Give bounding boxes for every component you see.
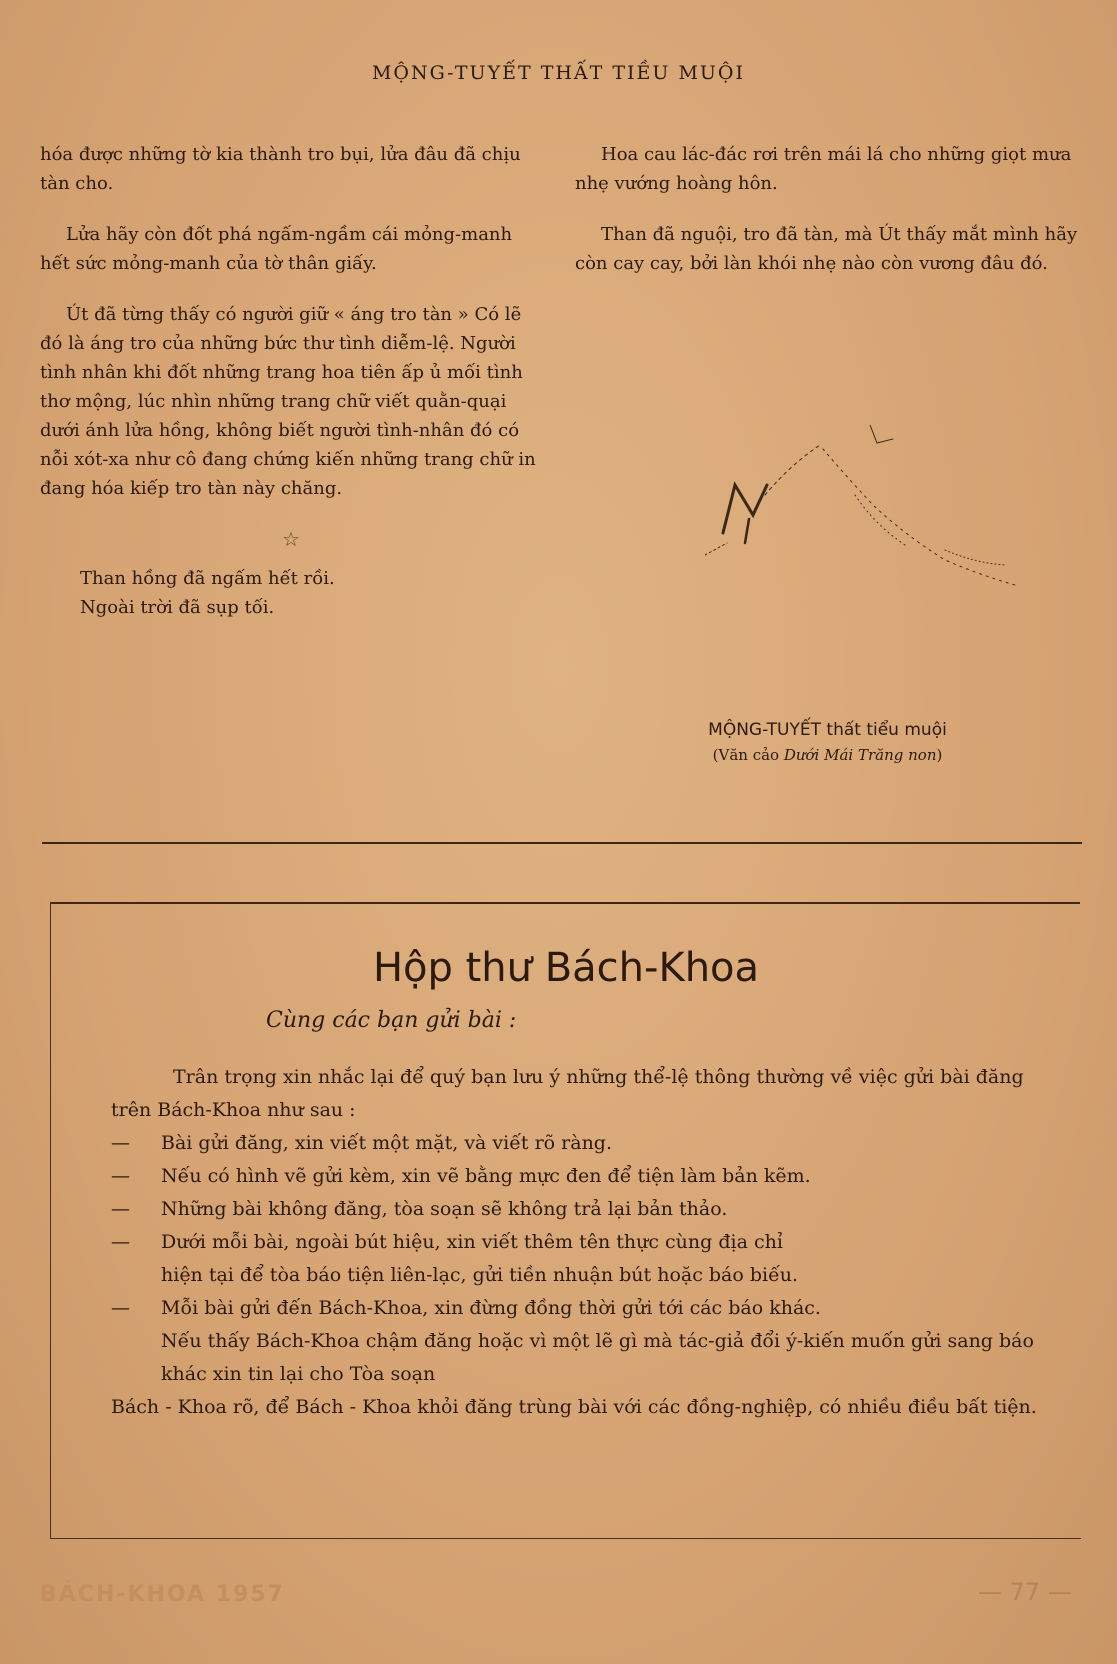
- ink-sketch-illustration: [705, 425, 1045, 655]
- rule-text: Nếu có hình vẽ gửi kèm, xin vẽ bằng mực đen để tiện làm bản kẽm.: [161, 1165, 811, 1187]
- left-paragraph-1: hóa được những tờ kia thành tro bụi, lửa đâu đã chịu tàn cho.: [40, 144, 521, 194]
- footer-masthead: BÁCH-KHOA 1957: [40, 1582, 285, 1607]
- rule-dash: —: [111, 1231, 130, 1253]
- rule-text: Bài gửi đăng, xin viết một mặt, và viết rõ ràng.: [161, 1132, 613, 1154]
- rule-item: [111, 1127, 1061, 1160]
- mailbox-intro: Trân trọng xin nhắc lại để quý bạn lưu ý những thể-lệ thông thường về việc gửi bài đăng trên Bách-Khoa như sau :: [111, 1066, 1024, 1121]
- left-paragraph-3: Út đã từng thấy có người giữ « áng tro tàn » Có lẽ đó là áng tro của những bức thư tình diễm-lệ. Người tình nhân khi đốt những trang hoa tiên ấp ủ mối tình thơ mộng, lúc nhìn những trang chữ viết quằn-quại dưới ánh lửa hồng, không biết người tình-nhân đó có nỗi xót-xa như cô đang chứng kiến những trang chữ in đang hóa kiếp tro tàn này chăng.: [40, 304, 536, 499]
- rule-continuation: Nếu thấy Bách-Khoa chậm đăng hoặc vì một lẽ gì mà tác-giả đổi ý-kiến muốn gửi sang báo khác xin tin lại cho Tòa soạn: [161, 1330, 1034, 1385]
- right-paragraph-2: Than đã nguội, tro đã tàn, mà Út thấy mắt mình hãy còn cay cay, bởi làn khói nhẹ nào còn vương đâu đó.: [575, 224, 1078, 274]
- mailbox-section: [50, 903, 1081, 1539]
- mailbox-body: [111, 1061, 1061, 1424]
- rule-dash: —: [111, 1132, 130, 1154]
- page-number: — 77 —: [978, 1578, 1072, 1606]
- poem-line-2: Ngoài trời đã sụp tối.: [80, 597, 275, 618]
- rule-item: [111, 1160, 1061, 1193]
- mailbox-title: Hộp thư Bách-Khoa: [372, 945, 760, 991]
- source-suffix: ): [936, 746, 943, 764]
- rule-continuation: hiện tại để tòa báo tiện liên-lạc, gửi tiền nhuận bút hoặc báo biếu.: [161, 1264, 799, 1286]
- rule-dash: —: [111, 1297, 130, 1319]
- rule-dash: —: [111, 1198, 130, 1220]
- source-note: [575, 746, 1080, 764]
- rule-text: Những bài không đăng, tòa soạn sẽ không trả lại bản thảo.: [161, 1198, 728, 1220]
- mailbox-subtitle: Cùng các bạn gửi bài :: [266, 1008, 517, 1033]
- rule-text: Dưới mỗi bài, ngoài bút hiệu, xin viết thêm tên thực cùng địa chỉ: [161, 1231, 783, 1253]
- source-title: Dưới Mái Trăng non: [783, 746, 937, 764]
- star-ornament: ☆: [282, 527, 300, 551]
- right-column: [575, 140, 1080, 300]
- rule-item: [111, 1193, 1061, 1226]
- left-paragraph-2: Lửa hãy còn đốt phá ngấm-ngầm cái mỏng-manh hết sức mỏng-manh của tờ thân giấy.: [40, 224, 513, 274]
- signature-block: [575, 720, 1080, 764]
- right-paragraph-1: Hoa cau lác-đác rơi trên mái lá cho những giọt mưa nhẹ vướng hoàng hôn.: [575, 144, 1072, 194]
- page-header: MỘNG-TUYẾT THẤT TIỀU MUỘI: [371, 62, 746, 84]
- rule-dash: —: [111, 1165, 130, 1187]
- author-signature: MỘNG-TUYẾT thất tiểu muội: [708, 720, 947, 740]
- source-prefix: (Văn cảo: [712, 746, 784, 764]
- divider-rule-top: [42, 842, 1082, 844]
- left-column: [40, 140, 542, 622]
- rule-item: [111, 1292, 1061, 1325]
- rule-item: [111, 1226, 1061, 1259]
- rule-continuation-2: Bách - Khoa rõ, để Bách - Khoa khỏi đăng trùng bài với các đồng-nghiệp, có nhiều điều bất tiện.: [111, 1396, 1037, 1418]
- rule-text: Mỗi bài gửi đến Bách-Khoa, xin đừng đồng thời gửi tới các báo khác.: [161, 1297, 821, 1319]
- poem-line-1: Than hồng đã ngấm hết rồi.: [80, 568, 335, 589]
